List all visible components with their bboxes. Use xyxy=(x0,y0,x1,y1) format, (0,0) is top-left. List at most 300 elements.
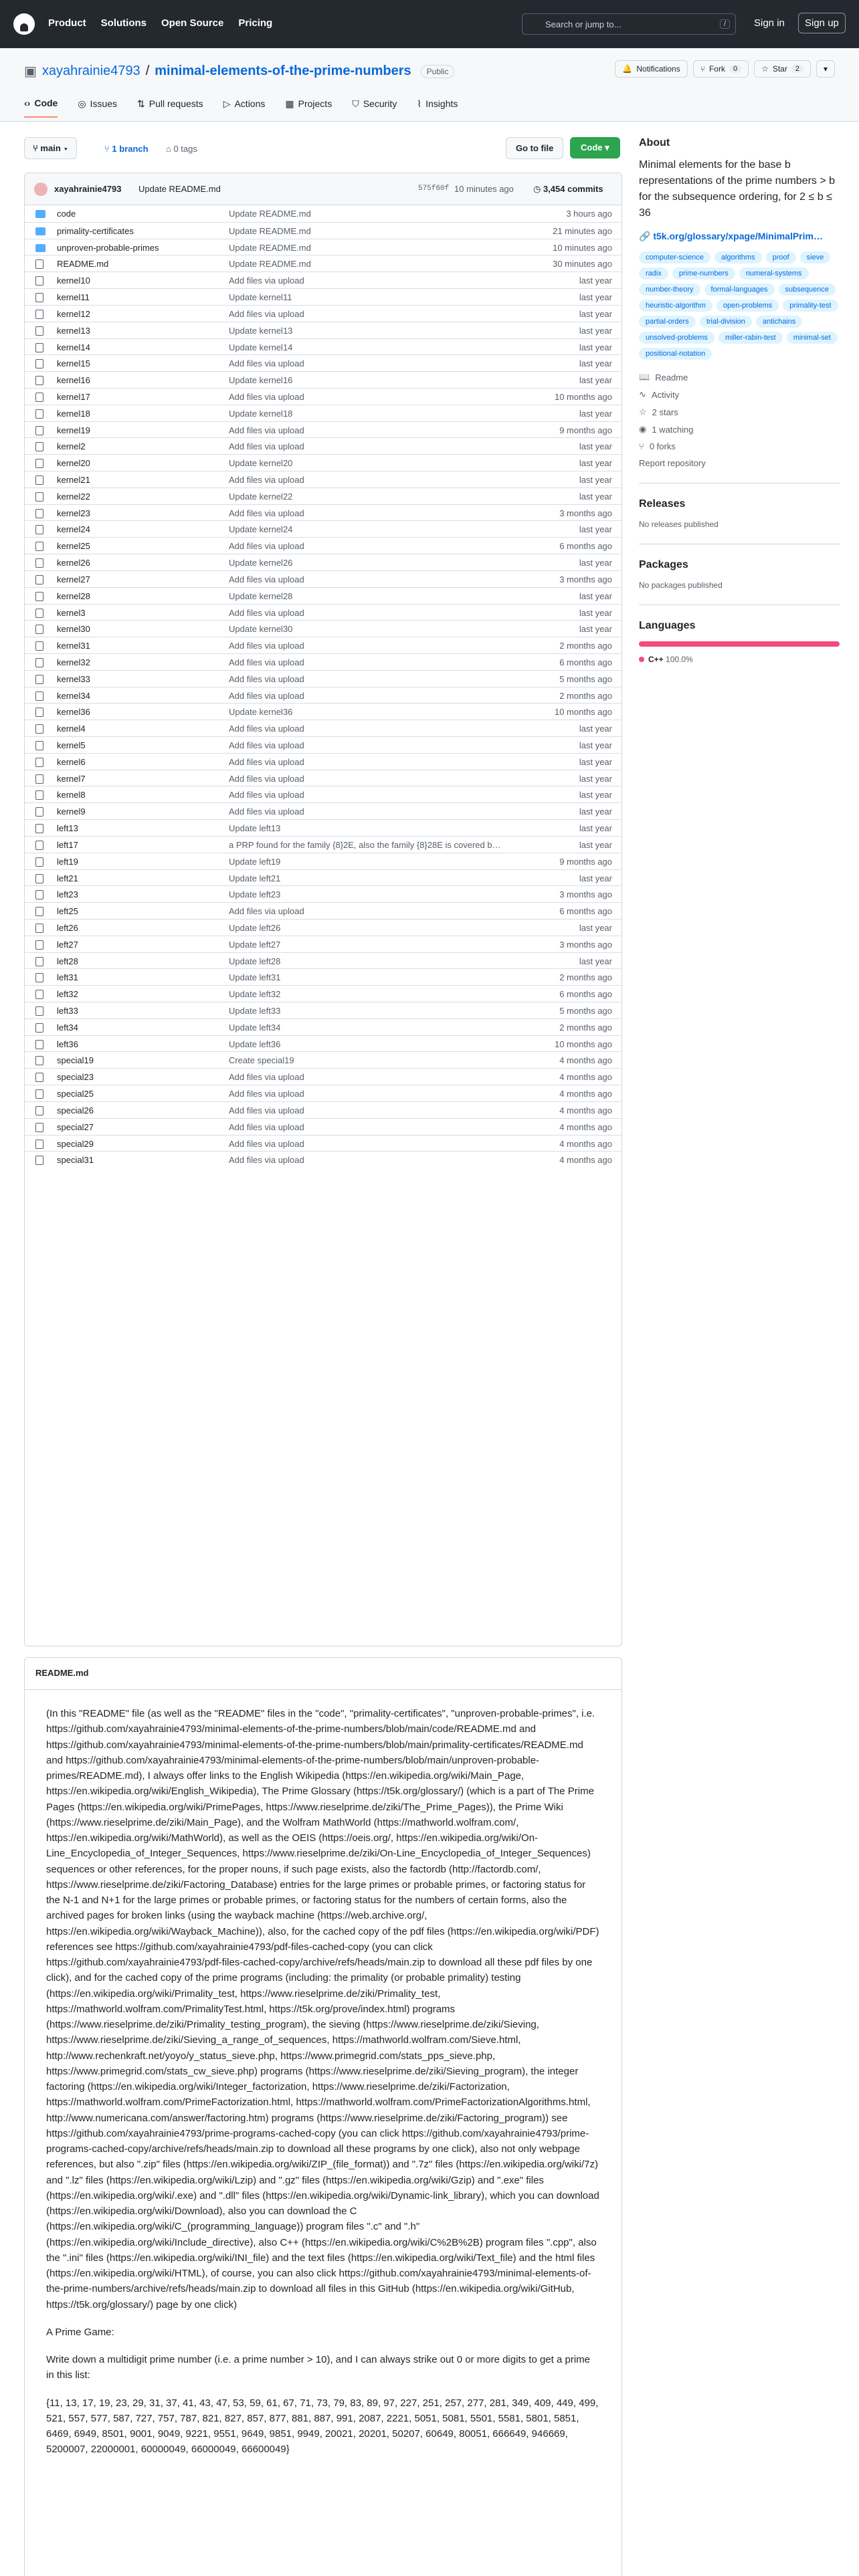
file-icon xyxy=(35,1089,43,1099)
avatar[interactable] xyxy=(34,183,47,196)
fork-label: Fork xyxy=(708,64,725,74)
file-row[interactable] xyxy=(25,1135,622,1152)
file-commit-message[interactable]: Add files via upload xyxy=(229,1155,304,1166)
issue-icon: ◎ xyxy=(78,98,86,109)
file-name-link[interactable]: kernel10 xyxy=(57,276,90,286)
file-commit-time: 3 months ago xyxy=(559,889,612,900)
file-commit-message[interactable]: Update left28 xyxy=(229,956,281,966)
file-icon xyxy=(35,973,43,982)
file-icon xyxy=(35,957,43,966)
file-commit-message[interactable]: Update kernel14 xyxy=(229,342,293,352)
file-commit-message[interactable]: Update README.md xyxy=(229,242,311,253)
file-commit-time: last year xyxy=(579,458,612,469)
tab-label: Projects xyxy=(298,98,332,109)
commit-message[interactable]: Update README.md xyxy=(138,184,221,194)
file-commit-message[interactable]: Update left33 xyxy=(229,1006,281,1016)
file-row[interactable] xyxy=(25,471,622,488)
file-commit-message[interactable]: Add files via upload xyxy=(229,276,304,286)
file-commit-message[interactable]: Add files via upload xyxy=(229,508,304,518)
file-icon xyxy=(35,675,43,684)
file-icon xyxy=(35,326,43,336)
branch-select-button[interactable]: ⑂ main ▾ xyxy=(24,137,77,159)
file-commit-message[interactable]: Update kernel28 xyxy=(229,591,293,601)
file-row[interactable] xyxy=(25,272,622,288)
file-row[interactable] xyxy=(25,687,622,704)
file-row[interactable] xyxy=(25,836,622,853)
topic-tag[interactable]: proof xyxy=(766,251,796,263)
file-row[interactable] xyxy=(25,869,622,886)
star-label: Star xyxy=(772,64,787,74)
readme-body xyxy=(25,1690,622,2486)
file-row[interactable] xyxy=(25,1118,622,1135)
file-icon xyxy=(35,641,43,651)
topic-tag[interactable]: subsequence xyxy=(779,284,836,296)
file-name-link[interactable]: kernel2 xyxy=(57,441,86,452)
file-name-link[interactable]: special26 xyxy=(57,1105,94,1115)
language-dot-icon xyxy=(639,657,644,662)
stars-link[interactable] xyxy=(639,407,840,417)
tab-issues[interactable] xyxy=(78,94,117,118)
file-row[interactable] xyxy=(25,620,622,637)
file-row[interactable] xyxy=(25,753,622,770)
file-name-link[interactable]: kernel32 xyxy=(57,657,90,667)
file-commit-time: 10 minutes ago xyxy=(553,242,612,253)
tab-label: Actions xyxy=(234,98,266,109)
commit-sha[interactable]: 575f60f xyxy=(418,185,450,193)
topic-tag[interactable]: miller-rabin-test xyxy=(719,332,783,344)
releases-heading[interactable]: Releases xyxy=(639,498,686,510)
file-name-link[interactable]: kernel30 xyxy=(57,624,90,635)
topic-tag[interactable]: trial-division xyxy=(700,316,752,328)
file-icon xyxy=(35,475,43,485)
file-row[interactable] xyxy=(25,305,622,322)
file-row[interactable] xyxy=(25,454,622,471)
commit-time: 10 minutes ago xyxy=(454,184,514,194)
tab-code[interactable] xyxy=(24,94,58,118)
file-commit-message[interactable]: Add files via upload xyxy=(229,358,304,369)
file-row[interactable] xyxy=(25,853,622,869)
readme-title[interactable]: README.md xyxy=(25,1658,622,1690)
file-row[interactable] xyxy=(25,322,622,338)
file-commit-message[interactable]: Add files via upload xyxy=(229,308,304,319)
file-name-link[interactable]: kernel22 xyxy=(57,491,90,502)
file-commit-message[interactable]: Add files via upload xyxy=(229,657,304,667)
file-name-link[interactable]: kernel36 xyxy=(57,707,90,718)
topic-tag[interactable]: primality-test xyxy=(783,300,838,312)
file-name-link[interactable]: kernel28 xyxy=(57,591,90,601)
file-name-link[interactable]: kernel12 xyxy=(57,308,90,319)
readme-prime-list: {11, 13, 17, 19, 23, 29, 31, 37, 41, 43, 47, 53, 59, 61, 67, 71, 73, 79, 83, 89, 97, 227, 251, 257, 277, 281, 349, 409, 449, 499, 521, 557, 577, 587, 727, 757, 787, 821, 827, 857, 877, 881, 887, 991, 2087, 2221, 5051, 5081, 5501, 5581, 5801, 5851, 6469, 6949, 8501, 9001, 9049, 9221, 9551, 9649, 9851, 9949, 20021, 20201, 50207, 60649, 80051, 666649, 946669, 5200007, 22000001, 60000049, 66000049, 66600049} xyxy=(46,2397,599,2456)
topic-tag[interactable]: minimal-set xyxy=(787,332,838,344)
topic-tag[interactable]: partial-orders xyxy=(639,316,696,328)
file-row[interactable] xyxy=(25,1018,622,1035)
file-name-link[interactable]: left26 xyxy=(57,922,78,933)
file-name-link[interactable]: kernel25 xyxy=(57,541,90,552)
file-commit-message[interactable]: a PRP found for the family {8}2E, also the family {8}28E is covered b… xyxy=(229,839,501,850)
file-name-link[interactable]: left21 xyxy=(57,873,78,883)
file-name-link[interactable]: kernel26 xyxy=(57,558,90,568)
file-row[interactable] xyxy=(25,819,622,836)
file-name-link[interactable]: unproven-probable-primes xyxy=(57,242,159,253)
tags-link[interactable] xyxy=(166,144,197,154)
code-icon: ‹› xyxy=(24,98,31,108)
file-name-link[interactable]: left33 xyxy=(57,1006,78,1016)
file-name-link[interactable]: kernel20 xyxy=(57,458,90,469)
file-commit-time: last year xyxy=(579,773,612,784)
file-icon xyxy=(35,758,43,767)
file-commit-message[interactable]: Update left36 xyxy=(229,1039,281,1049)
file-icon xyxy=(35,691,43,701)
file-commit-message[interactable]: Add files via upload xyxy=(229,574,304,584)
file-row[interactable] xyxy=(25,222,622,239)
watchers-link[interactable] xyxy=(639,424,840,435)
file-name-link[interactable]: kernel19 xyxy=(57,425,90,435)
file-name-link[interactable]: kernel7 xyxy=(57,773,86,784)
file-row[interactable] xyxy=(25,802,622,819)
commits-count-link[interactable] xyxy=(533,184,603,195)
file-row[interactable] xyxy=(25,786,622,802)
file-name-link[interactable]: kernel33 xyxy=(57,673,90,684)
file-name-link[interactable]: special19 xyxy=(57,1055,94,1066)
file-commit-message[interactable]: Update kernel20 xyxy=(229,458,293,469)
file-commit-message[interactable]: Add files via upload xyxy=(229,773,304,784)
file-row[interactable] xyxy=(25,205,622,222)
file-icon xyxy=(35,609,43,618)
topic-tag[interactable]: algorithms xyxy=(714,251,762,263)
notifications-button[interactable] xyxy=(615,60,687,78)
search-input[interactable] xyxy=(522,13,736,35)
file-row[interactable] xyxy=(25,338,622,355)
file-commit-message[interactable]: Add files via upload xyxy=(229,441,304,452)
readme-paragraph-game: Write down a multidigit prime number (i.e. a prime number > 10), and I can always strike out 0 or more digits to get a prime in this list: xyxy=(46,2354,590,2381)
file-commit-message[interactable]: Update left26 xyxy=(229,922,281,933)
file-row[interactable] xyxy=(25,952,622,969)
file-commit-message[interactable]: Update left23 xyxy=(229,889,281,900)
about-heading: About xyxy=(639,137,670,148)
star-button[interactable] xyxy=(754,60,811,78)
branches-link[interactable] xyxy=(104,144,149,154)
file-row[interactable] xyxy=(25,1085,622,1101)
file-commit-time: 6 months ago xyxy=(559,989,612,1000)
file-icon xyxy=(35,1123,43,1132)
language-item[interactable] xyxy=(639,655,840,664)
topic-tag[interactable]: antichains xyxy=(756,316,803,328)
file-name-link[interactable]: kernel9 xyxy=(57,807,86,817)
file-commit-message[interactable]: Add files via upload xyxy=(229,1105,304,1115)
history-icon: ◷ xyxy=(533,184,543,194)
file-icon xyxy=(35,890,43,899)
file-commit-time: 6 months ago xyxy=(559,657,612,667)
file-row[interactable] xyxy=(25,653,622,670)
file-rows xyxy=(25,205,622,1168)
file-commit-time: 3 hours ago xyxy=(566,209,612,219)
file-name-link[interactable]: kernel17 xyxy=(57,391,90,402)
nav-solutions[interactable]: Solutions xyxy=(100,17,147,29)
file-commit-message[interactable]: Update kernel11 xyxy=(229,292,292,303)
file-row[interactable] xyxy=(25,554,622,570)
eye-icon: ◉ xyxy=(639,424,647,434)
file-row[interactable] xyxy=(25,570,622,587)
tab-projects[interactable] xyxy=(285,94,332,118)
file-commit-message[interactable]: Add files via upload xyxy=(229,756,304,767)
file-commit-time: 2 months ago xyxy=(559,690,612,701)
file-row[interactable] xyxy=(25,587,622,604)
file-row[interactable] xyxy=(25,1068,622,1085)
readme-label: Readme xyxy=(655,372,688,383)
file-name-link[interactable]: kernel4 xyxy=(57,724,86,734)
file-row[interactable] xyxy=(25,1101,622,1118)
github-logo-icon[interactable] xyxy=(13,13,35,35)
file-name-link[interactable]: kernel3 xyxy=(57,607,86,618)
file-commit-time: last year xyxy=(579,292,612,303)
file-commit-message[interactable]: Add files via upload xyxy=(229,1089,304,1099)
file-name-link[interactable]: kernel31 xyxy=(57,641,90,651)
file-name-link[interactable]: code xyxy=(57,209,76,219)
topic-tag[interactable]: heuristic-algorithm xyxy=(639,300,712,312)
file-commit-message[interactable]: Update left13 xyxy=(229,823,281,834)
file-name-link[interactable]: left28 xyxy=(57,956,78,966)
file-commit-message[interactable]: Update left19 xyxy=(229,856,281,867)
file-commit-message[interactable]: Add files via upload xyxy=(229,425,304,435)
code-button[interactable]: Code ▾ xyxy=(570,137,620,158)
file-commit-message[interactable]: Create special19 xyxy=(229,1055,294,1066)
file-name-link[interactable]: left19 xyxy=(57,856,78,867)
file-row[interactable] xyxy=(25,520,622,537)
file-name-link[interactable]: kernel14 xyxy=(57,342,90,352)
file-row[interactable] xyxy=(25,936,622,952)
file-name-link[interactable]: primality-certificates xyxy=(57,225,134,236)
nav-open-source[interactable]: Open Source xyxy=(161,17,224,29)
file-icon xyxy=(35,558,43,568)
file-commit-message[interactable]: Add files via upload xyxy=(229,607,304,618)
file-row[interactable] xyxy=(25,488,622,504)
file-name-link[interactable]: left13 xyxy=(57,823,78,834)
file-row[interactable] xyxy=(25,604,622,621)
file-icon xyxy=(35,293,43,302)
file-row[interactable] xyxy=(25,919,622,936)
file-commit-message[interactable]: Add files via upload xyxy=(229,906,304,917)
file-name-link[interactable]: kernel24 xyxy=(57,524,90,535)
topic-tag[interactable]: positional-notation xyxy=(639,348,712,360)
file-name-link[interactable]: kernel11 xyxy=(57,292,90,303)
file-row[interactable] xyxy=(25,405,622,421)
topic-tag[interactable]: sieve xyxy=(800,251,831,263)
file-name-link[interactable]: kernel16 xyxy=(57,375,90,386)
file-name-link[interactable]: special25 xyxy=(57,1089,94,1099)
file-commit-message[interactable]: Add files via upload xyxy=(229,673,304,684)
file-commit-time: 3 months ago xyxy=(559,574,612,584)
pull-request-icon: ⇅ xyxy=(137,98,145,109)
file-commit-message[interactable]: Add files via upload xyxy=(229,391,304,402)
file-row[interactable] xyxy=(25,720,622,736)
file-commit-message[interactable]: Update kernel24 xyxy=(229,524,293,535)
file-name-link[interactable]: special23 xyxy=(57,1072,94,1083)
topic-tag[interactable]: radix xyxy=(639,267,668,280)
file-row[interactable] xyxy=(25,288,622,305)
file-row[interactable] xyxy=(25,885,622,902)
file-row[interactable] xyxy=(25,255,622,272)
file-icon xyxy=(35,1156,43,1165)
file-name-link[interactable]: special29 xyxy=(57,1138,94,1149)
packages-heading[interactable]: Packages xyxy=(639,559,688,570)
file-toolbar xyxy=(24,137,622,161)
file-commit-message[interactable]: Update left34 xyxy=(229,1022,281,1033)
file-commit-message[interactable]: Update left31 xyxy=(229,972,281,983)
file-name-link[interactable]: kernel13 xyxy=(57,325,90,336)
file-icon xyxy=(35,1023,43,1033)
file-commit-message[interactable]: Add files via upload xyxy=(229,541,304,552)
file-name-link[interactable]: left23 xyxy=(57,889,78,900)
file-row[interactable] xyxy=(25,902,622,919)
file-commit-message[interactable]: Add files via upload xyxy=(229,475,304,485)
topic-tag[interactable]: number-theory xyxy=(639,284,700,296)
about-description: Minimal elements for the base b representations of the prime numbers > b for the subsequence ordering, for 2 ≤ b ≤ 36 xyxy=(639,159,836,219)
file-commit-message[interactable]: Add files via upload xyxy=(229,690,304,701)
file-commit-message[interactable]: Update left27 xyxy=(229,939,281,950)
file-row[interactable] xyxy=(25,736,622,753)
file-row[interactable] xyxy=(25,421,622,438)
repo-name-link[interactable]: minimal-elements-of-the-prime-numbers xyxy=(155,64,411,78)
file-row[interactable] xyxy=(25,354,622,371)
file-row[interactable] xyxy=(25,1035,622,1052)
sign-up-button[interactable]: Sign up xyxy=(798,13,846,33)
forks-link[interactable] xyxy=(639,441,840,451)
file-row[interactable] xyxy=(25,371,622,388)
file-commit-message[interactable]: Update kernel13 xyxy=(229,325,293,336)
file-row[interactable] xyxy=(25,637,622,653)
tab-security[interactable] xyxy=(352,94,397,118)
repo-title xyxy=(24,63,454,80)
file-commit-time: last year xyxy=(579,740,612,750)
file-name-link[interactable]: left36 xyxy=(57,1039,78,1049)
branch-name: main xyxy=(40,143,61,153)
file-commit-message[interactable]: Add files via upload xyxy=(229,807,304,817)
file-row[interactable] xyxy=(25,537,622,554)
file-row[interactable] xyxy=(25,670,622,687)
link-icon: 🔗 xyxy=(639,231,654,241)
file-name-link[interactable]: left31 xyxy=(57,972,78,983)
file-commit-message[interactable]: Update kernel18 xyxy=(229,408,293,419)
nav-pricing[interactable]: Pricing xyxy=(238,17,273,29)
file-name-link[interactable]: left25 xyxy=(57,906,78,917)
file-commit-message[interactable]: Update kernel30 xyxy=(229,624,293,635)
homepage-link[interactable] xyxy=(639,231,840,242)
file-name-link[interactable]: README.md xyxy=(57,259,109,270)
report-repository-link[interactable]: Report repository xyxy=(639,458,706,468)
tab-insights[interactable] xyxy=(417,94,458,118)
file-name-link[interactable]: kernel21 xyxy=(57,475,90,485)
file-commit-message[interactable]: Add files via upload xyxy=(229,790,304,800)
file-row[interactable] xyxy=(25,1151,622,1168)
file-name-link[interactable]: left27 xyxy=(57,939,78,950)
topic-tag[interactable]: open-problems xyxy=(717,300,779,312)
repo-tabs xyxy=(24,94,458,118)
file-icon xyxy=(35,442,43,451)
file-name-link[interactable]: special27 xyxy=(57,1121,94,1132)
file-name-link[interactable]: kernel15 xyxy=(57,358,90,369)
languages-heading: Languages xyxy=(639,620,696,631)
global-header xyxy=(0,0,859,48)
star-dropdown-button[interactable] xyxy=(816,60,835,78)
file-row[interactable] xyxy=(25,968,622,985)
file-row[interactable] xyxy=(25,985,622,1002)
file-icon xyxy=(35,774,43,784)
file-commit-time: 6 months ago xyxy=(559,541,612,552)
commit-author[interactable]: xayahrainie4793 xyxy=(54,184,122,194)
topic-tag[interactable]: unsolved-problems xyxy=(639,332,714,344)
file-commit-message[interactable]: Add files via upload xyxy=(229,1072,304,1083)
file-commit-message[interactable]: Update left32 xyxy=(229,989,281,1000)
file-commit-message[interactable]: Update left21 xyxy=(229,873,281,883)
file-row[interactable] xyxy=(25,504,622,521)
file-commit-time: 30 minutes ago xyxy=(553,259,612,270)
file-commit-message[interactable]: Add files via upload xyxy=(229,1121,304,1132)
sign-in-link[interactable]: Sign in xyxy=(754,17,785,29)
file-name-link[interactable]: left32 xyxy=(57,989,78,1000)
file-commit-message[interactable]: Add files via upload xyxy=(229,740,304,750)
file-row[interactable] xyxy=(25,1051,622,1068)
file-row[interactable] xyxy=(25,437,622,454)
file-name-link[interactable]: kernel6 xyxy=(57,756,86,767)
repo-owner-link[interactable]: xayahrainie4793 xyxy=(41,64,140,78)
file-commit-message[interactable]: Update kernel22 xyxy=(229,491,293,502)
file-name-link[interactable]: kernel5 xyxy=(57,740,86,750)
file-row[interactable] xyxy=(25,1002,622,1018)
file-name-link[interactable]: kernel18 xyxy=(57,408,90,419)
file-commit-time: 9 months ago xyxy=(559,425,612,435)
file-name-link[interactable]: kernel8 xyxy=(57,790,86,800)
fork-button[interactable] xyxy=(693,60,749,78)
file-name-link[interactable]: kernel27 xyxy=(57,574,90,584)
file-commit-message[interactable]: Add files via upload xyxy=(229,724,304,734)
file-name-link[interactable]: left17 xyxy=(57,839,78,850)
file-commit-message[interactable]: Add files via upload xyxy=(229,641,304,651)
file-row[interactable] xyxy=(25,770,622,786)
readme-paragraph-intro: (In this "README" file (as well as the "README" files in the "code", "primality-certificates", "unproven-probable-primes", i.e. https://github.com/xayahrainie4793/minimal-elements-of-the-prime-numbers/blob/main/code/README.md and https://github.com/xayahrainie4793/minimal-elements-of-the-prime-numbers/blob/main/primality-certificates/README.md and https://github.com/xayahrainie4793/minimal-elements-of-the-prime-numbers/blob/main/unproven-probable-primes/README.md), I always offer links to the English Wikipedia (https://en.wikipedia.org/wiki/Main_Page, https://en.wikipedia.org/wiki/English_Wikipedia), The Prime Glossary (https://t5k.org/glossary/) (which is a part of The Prime Pages (https://en.wikipedia.org/wiki/PrimePages, https://www.rieselprime.de/ziki/The_Prime_Pages)), the Prime Wiki (https://www.rieselprime.de/ziki/Main_Page), and the Wolfram MathWorld (https://mathworld.wolfram.com/, https://en.wikipedia.org/wiki/MathWorld), as well as the OEIS (https://oeis.org/, https://en.wikipedia.org/wiki/On-Line_Encyclopedia_of_Integer_Sequences, https://www.rieselprime.de/ziki/On-Line_Encyclopedia_of_Integer_Sequences) sequences or other references, for the proper nouns, if such page exists, also the factordb (http://factordb.com/, https://www.rieselprime.de/ziki/Factoring_Database) entries for the large primes or probable primes, or factoring status for the N-1 and N+1 for the large primes or probable primes, or factoring status for the numbers of certain forms, also the archived pages for broken links (using the wayback machine (https://web.archive.org/, https://en.wikipedia.org/wiki/Wayback_Machine)), also, for the cached copy of the pdf files (https://en.wikipedia.org/wiki/PDF) references see https://github.com/xayahrainie4793/pdf-files-cached-copy (you can click https://github.com/xayahrainie4793/pdf-files-cached-copy/archive/refs/heads/main.zip to download all these pdf files by one click), and for the cached copy of the prime programs (including: the primality (or probable primality) testing (https://en.wikipedia.org/wiki/Primality_test, https://www.rieselprime.de/ziki/Primality_test, https://mathworld.wolfram.com/PrimalityTest.html, https://t5k.org/prove/index.html) programs (https://www.rieselprime.de/ziki/Primality_testing_program), the sieving (https://www.rieselprime.de/ziki/Sieving, https://www.rieselprime.de/ziki/Sieving_a_range_of_sequences, https://mathworld.wolfram.com/Sieve.html, http://www.rechenkraft.net/yoyo/y_status_sieve.php, https://www.primegrid.com/stats_pps_sieve.php, https://www.primegrid.com/stats_cw_sieve.php) programs (https://www.rieselprime.de/ziki/Sieving_program), the integer factoring (https://en.wikipedia.org/wiki/Integer_factorization, https://www.rieselprime.de/ziki/Factorization, https://mathworld.wolfram.com/PrimeFactorization.html, https://mathworld.wolfram.com/PrimeFactorizationAlgorithms.html, http://www.numericana.com/answer/factoring.htm) programs (https://www.rieselprime.de/ziki/Factoring_program)) see https://github.com/xayahrainie4793/prime-programs-cached-copy (you can click https://github.com/xayahrainie4793/prime-programs-cached-copy/archive/refs/heads/main.zip to download all these programs by one click), also not only webpage references, but also ".zip" files (https://en.wikipedia.org/wiki/ZIP_(file_format)) and ".7z" files (https://en.wikipedia.org/wiki/7z) and ".lz" files (https://en.wikipedia.org/wiki/Lzip) and ".gz" files (https://en.wikipedia.org/wiki/Gzip) and ".exe" files (https://en.wikipedia.org/wiki/.exe) and ".dll" files (https://en.wikipedia.org/wiki/Dynamic-link_library), which you can download (https://en.wikipedia.org/wiki/Download), also you can download the C (https://en.wikipedia.org/wiki/C_(programming_language)) program files ".c" and ".h" (https://en.wikipedia.org/wiki/Include_directive), also C++ (https://en.wikipedia.org/wiki/C%2B%2B) program files ".cpp", also the ".ini" files (https://en.wikipedia.org/wiki/INI_file) and the text files (https://en.wikipedia.org/wiki/Text_file) and the html files (https://en.wikipedia.org/wiki/HTML), of course, you can also click https://github.com/xayahrainie4793/minimal-elements-of-the-prime-numbers/archive/refs/heads/main.zip to download all files in this GitHub (https://en.wikipedia.org/wiki/GitHub, https://t5k.org/glossary/) page by one click) xyxy=(46,1708,599,2311)
go-to-file-button[interactable]: Go to file xyxy=(506,137,563,159)
readme-link[interactable] xyxy=(639,372,840,383)
file-commit-message[interactable]: Update kernel26 xyxy=(229,558,293,568)
topic-tag[interactable]: formal-languages xyxy=(704,284,775,296)
table-icon: ▦ xyxy=(285,98,294,109)
file-commit-message[interactable]: Update README.md xyxy=(229,259,311,270)
nav-product[interactable]: Product xyxy=(48,17,86,29)
file-row[interactable] xyxy=(25,239,622,255)
file-commit-message[interactable]: Update kernel16 xyxy=(229,375,293,386)
star-count: 2 xyxy=(791,65,803,73)
file-name-link[interactable]: kernel34 xyxy=(57,690,90,701)
file-commit-message[interactable]: Add files via upload xyxy=(229,1138,304,1149)
file-icon xyxy=(35,807,43,817)
file-row[interactable] xyxy=(25,388,622,405)
file-commit-message[interactable]: Update README.md xyxy=(229,209,311,219)
topic-tag[interactable]: prime-numbers xyxy=(672,267,735,280)
file-commit-message[interactable]: Update kernel36 xyxy=(229,707,293,718)
topic-tag[interactable]: numeral-systems xyxy=(739,267,809,280)
file-commit-time: last year xyxy=(579,408,612,419)
file-commit-message[interactable]: Update README.md xyxy=(229,225,311,236)
file-name-link[interactable]: special31 xyxy=(57,1155,94,1166)
latest-commit-bar xyxy=(25,173,622,205)
tab-actions[interactable] xyxy=(223,94,266,118)
file-commit-time: last year xyxy=(579,807,612,817)
tab-pull-requests[interactable] xyxy=(137,94,203,118)
file-name-link[interactable]: left34 xyxy=(57,1022,78,1033)
file-name-link[interactable]: kernel23 xyxy=(57,508,90,518)
file-row[interactable] xyxy=(25,703,622,720)
activity-link[interactable] xyxy=(639,389,840,400)
topic-tag[interactable]: computer-science xyxy=(639,251,710,263)
